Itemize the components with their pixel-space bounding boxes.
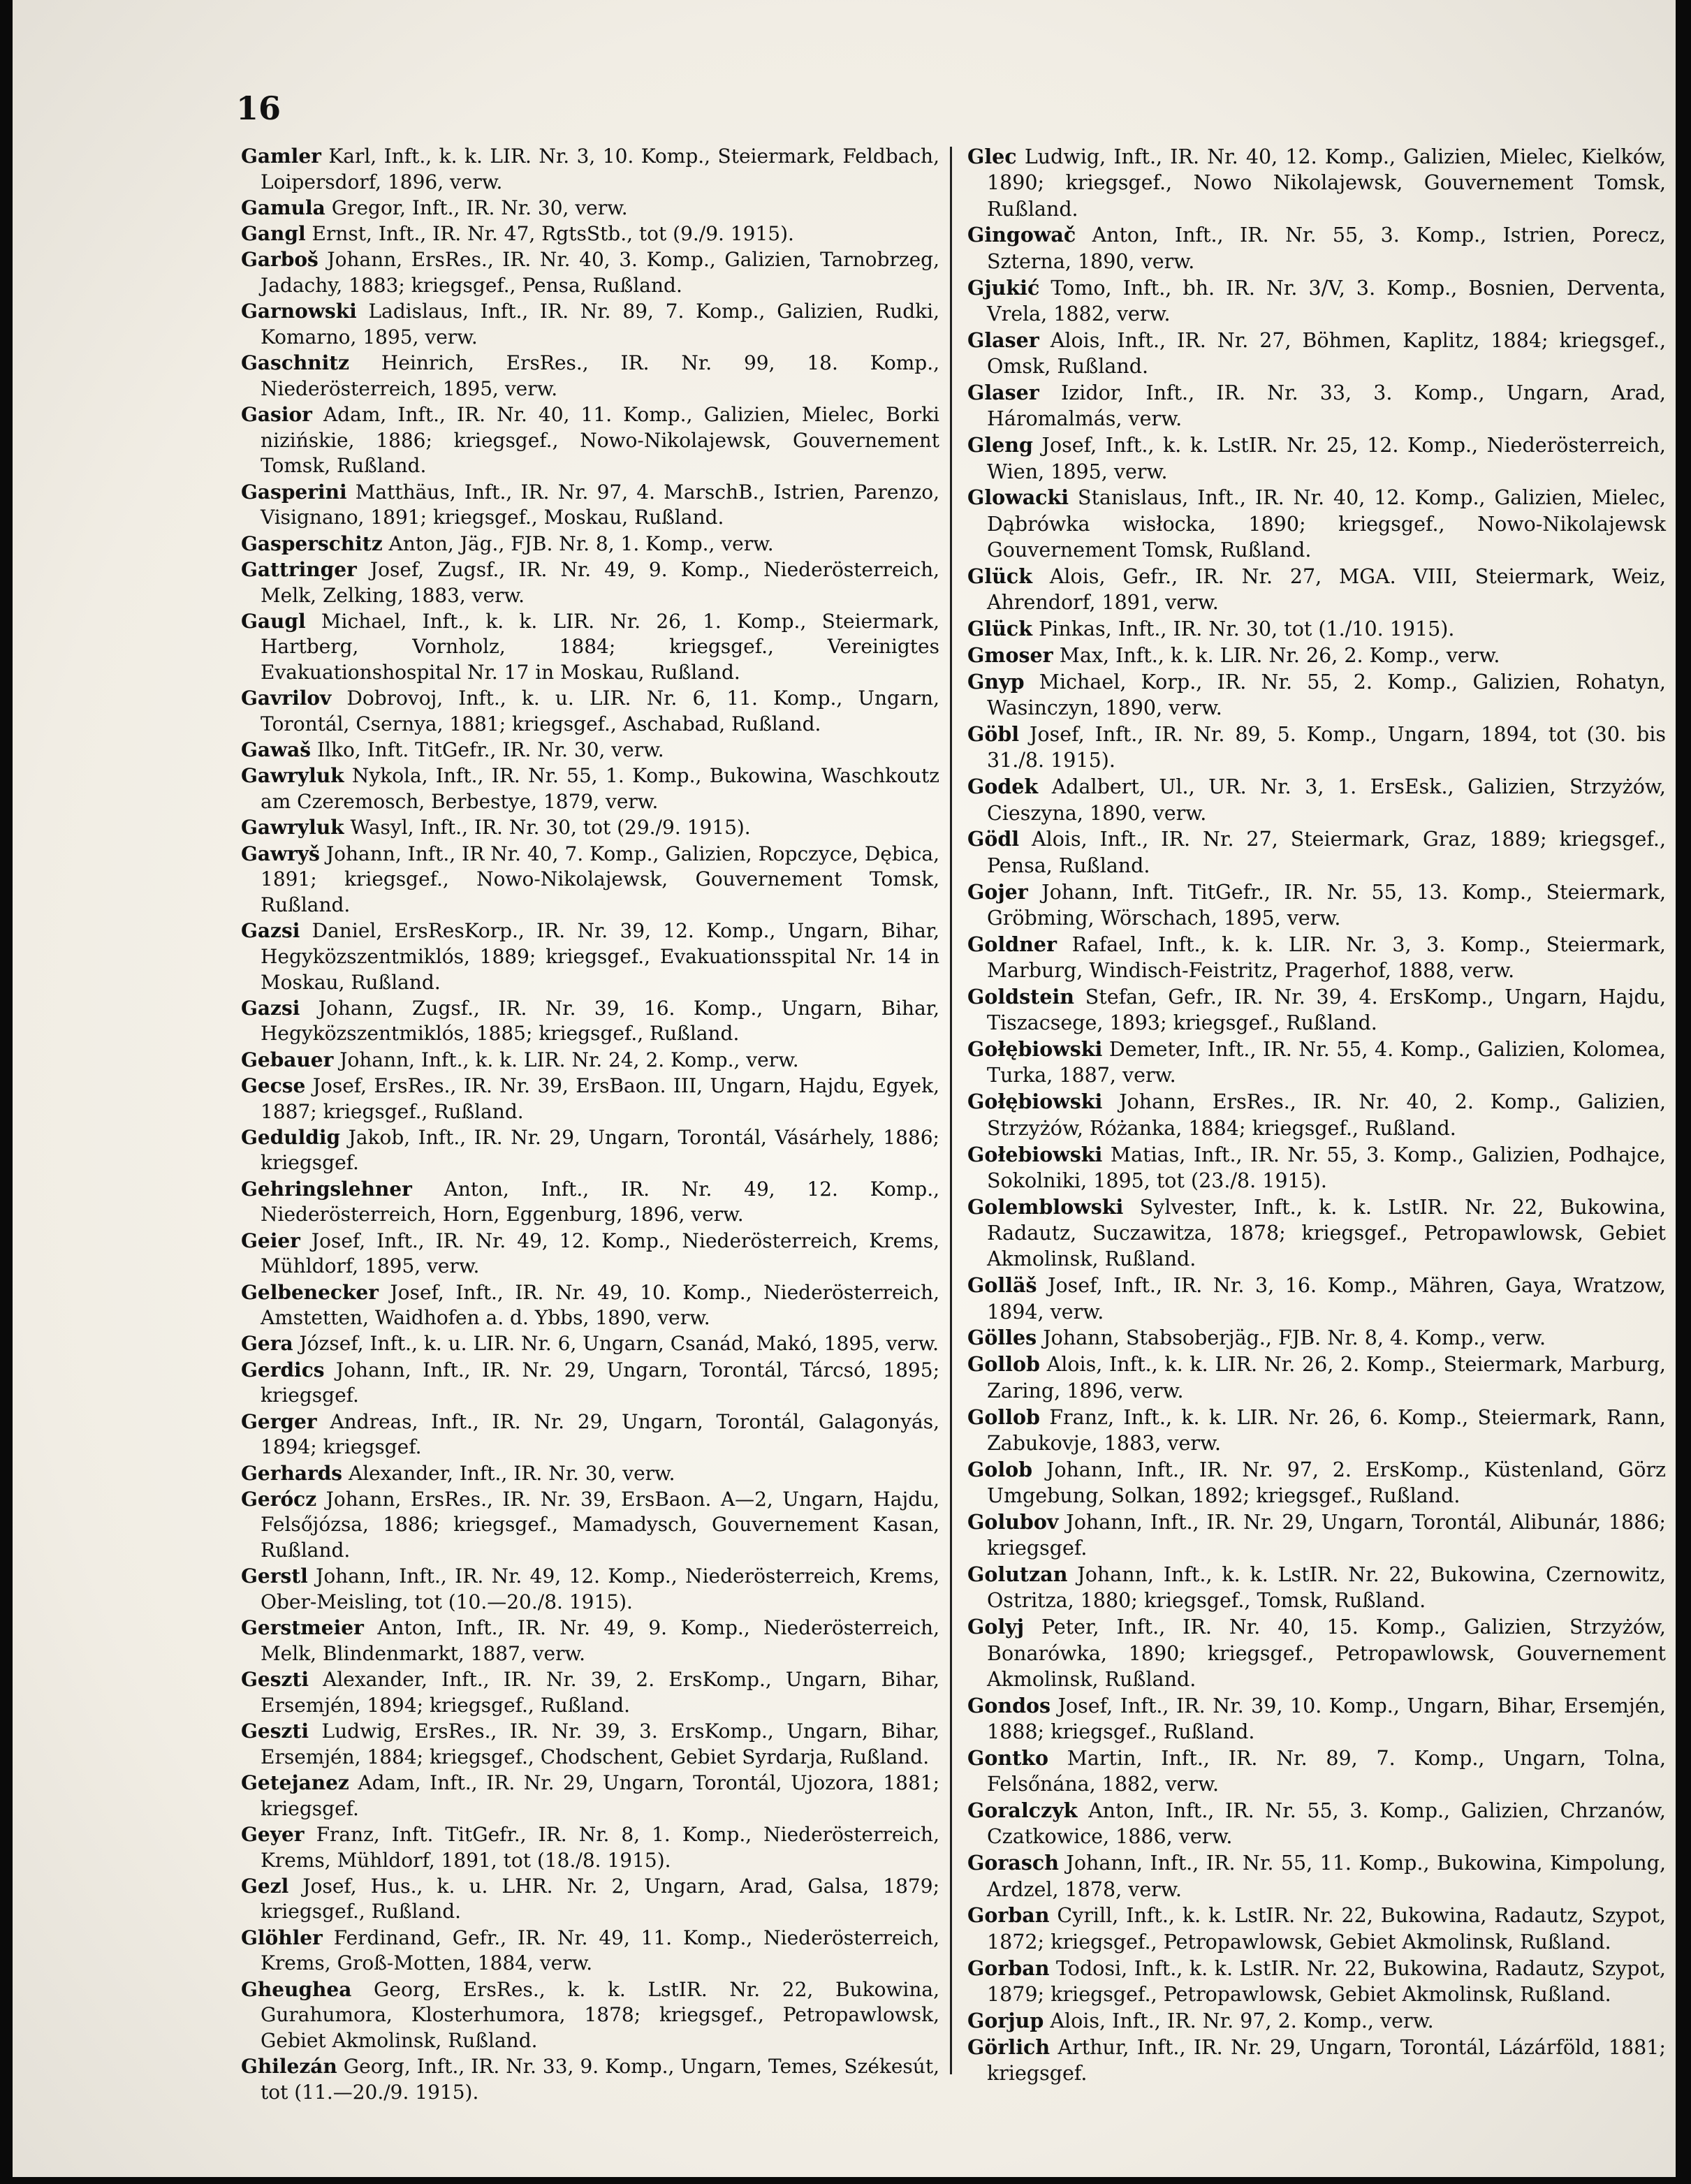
casualty-entry [967, 1194, 1666, 1273]
entry-details: Anton, Jäg., FJB. Nr. 8, 1. Komp., verw. [388, 532, 774, 555]
entry-surname: Gjukić [967, 275, 1040, 300]
entry-surname: Gattringer [241, 557, 357, 581]
casualty-entry [967, 774, 1666, 826]
entry-surname: Gollob [967, 1405, 1040, 1429]
casualty-entry [241, 1487, 939, 1564]
entry-details: Nykola, Inft., IR. Nr. 55, 1. Komp., Bukowina, Waschkoutz am Czeremosch, Berbestye, 1879, verw. [261, 764, 939, 814]
entry-surname: Geduldig [241, 1125, 341, 1149]
entry-details: Michael, Korp., IR. Nr. 55, 2. Komp., Galizien, Rohatyn, Wasinczyn, 1890, verw. [987, 670, 1666, 720]
casualty-entry [241, 480, 939, 531]
entry-surname: Görlich [967, 2035, 1051, 2059]
casualty-entry [967, 275, 1666, 328]
casualty-entry [967, 1850, 1666, 1903]
page-number: 16 [236, 89, 281, 127]
entry-details: Josef, Inft., IR. Nr. 89, 5. Komp., Ungarn, 1894, tot (30. bis 31./8. 1915). [987, 723, 1667, 772]
entry-details: Tomo, Inft., bh. IR. Nr. 3/V, 3. Komp., Bosnien, Derventa, Vrela, 1882, verw. [987, 276, 1666, 325]
entry-details: Alois, Inft., IR. Nr. 27, Steiermark, Graz, 1889; kriegsgef., Pensa, Rußland. [987, 828, 1666, 877]
casualty-entry [241, 842, 939, 918]
casualty-entry [967, 643, 1666, 668]
casualty-entry [967, 1325, 1666, 1351]
casualty-entry [241, 1409, 939, 1460]
entry-surname: Garboš [241, 248, 319, 272]
entry-details: Georg, Inft., IR. Nr. 33, 9. Komp., Ungarn, Temes, Székesút, tot (11.—20./9. 1915). [261, 2055, 939, 2104]
entry-details: Adam, Inft., IR. Nr. 40, 11. Komp., Galizien, Mielec, Borki nizińskie, 1886; kriegsgef., Nowo-Nikolajewsk, Gouvernement Tomsk, Rußland. [261, 403, 939, 478]
entry-surname: Gheughea [241, 1977, 352, 2001]
entry-surname: Gangl [241, 222, 306, 246]
entry-details: Karl, Inft., k. k. LIR. Nr. 3, 10. Komp., Steiermark, Feldbach, Loipersdorf, 1896, verw. [261, 145, 939, 193]
casualty-entry [967, 222, 1666, 274]
casualty-entry [241, 609, 939, 686]
casualty-entry [241, 686, 939, 737]
entry-details: Josef, Inft., IR. Nr. 3, 16. Komp., Mähren, Gaya, Wratzow, 1894, verw. [987, 1274, 1666, 1324]
entry-surname: Gamler [241, 145, 321, 168]
entry-details: Arthur, Inft., IR. Nr. 29, Ungarn, Torontál, Lázárföld, 1881; kriegsgef. [987, 2035, 1666, 2086]
casualty-entry [967, 1562, 1666, 1614]
entry-surname: Gebauer [241, 1048, 334, 1071]
entry-details: Rafael, Inft., k. k. LIR. Nr. 3, 3. Komp., Steiermark, Marburg, Windisch-Feistritz, Pragerhof, 1888, verw. [987, 932, 1666, 983]
casualty-entry [967, 432, 1666, 485]
entry-surname: Gaschnitz [241, 351, 350, 375]
entry-surname: Goldner [967, 932, 1057, 956]
entry-details: Daniel, ErsResKorp., IR. Nr. 39, 12. Komp., Ungarn, Bihar, Hegyközszentmiklós, 1889; kriegsgef., Evakuationsspital Nr. 14 in Moskau, Rußland. [261, 919, 940, 994]
entry-details: Ludwig, ErsRes., IR. Nr. 39, 3. ErsKomp., Ungarn, Bihar, Ersemjén, 1884; kriegsgef., Chodschent, Gebiet Syrdarja, Rußland. [261, 1720, 939, 1768]
casualty-entry [967, 984, 1666, 1036]
casualty-entry [241, 1229, 939, 1280]
entry-details: Ladislaus, Inft., IR. Nr. 89, 7. Komp., Galizien, Rudki, Komarno, 1895, verw. [261, 300, 939, 349]
casualty-entry [241, 1977, 939, 2054]
casualty-entry [241, 738, 939, 763]
entry-surname: Gasperini [241, 480, 347, 504]
entry-surname: Gerdics [241, 1358, 325, 1382]
entry-details: Anton, Inft., IR. Nr. 49, 9. Komp., Niederösterreich, Melk, Blindenmarkt, 1887, verw. [261, 1616, 939, 1665]
entry-details: Josef, Inft., IR. Nr. 49, 10. Komp., Niederösterreich, Amstetten, Waidhofen a. d. Ybbs, 1890, verw. [261, 1280, 940, 1330]
entry-details: Jakob, Inft., IR. Nr. 29, Ungarn, Torontál, Vásárhely, 1886; kriegsgef. [261, 1125, 939, 1175]
entry-surname: Gollob [967, 1352, 1040, 1377]
entry-details: Pinkas, Inft., IR. Nr. 30, tot (1./10. 1915). [1039, 617, 1455, 641]
entry-details: Johann, Inft., IR. Nr. 29, Ungarn, Torontál, Alibunár, 1886; kriegsgef. [987, 1510, 1666, 1560]
entry-surname: Glück [967, 564, 1032, 588]
entry-surname: Gorban [967, 1956, 1050, 1980]
entry-surname: Golutzan [967, 1562, 1068, 1587]
entry-details: Gregor, Inft., IR. Nr. 30, verw. [331, 196, 628, 219]
entry-surname: Gawryluk [241, 764, 344, 788]
entry-surname: Gödl [967, 827, 1020, 851]
entry-surname: Geyer [241, 1822, 305, 1846]
entry-surname: Geier [241, 1229, 300, 1252]
entry-surname: Gerstmeier [241, 1616, 364, 1640]
casualty-entry [241, 1048, 939, 1073]
entry-surname: Gölles [967, 1326, 1037, 1350]
entry-details: Johann, Inft., IR. Nr. 97, 2. ErsKomp., Küstenland, Görz Umgebung, Solkan, 1892; kriegsgef., Rußland. [987, 1458, 1666, 1507]
entry-surname: Gondos [967, 1693, 1051, 1717]
entry-surname: Gołębiowski [967, 1090, 1103, 1114]
entry-details: Johann, Inft., IR. Nr. 55, 11. Komp., Bukowina, Kimpolung, Ardzel, 1878, verw. [987, 1852, 1667, 1901]
entry-surname: Gelbenecker [241, 1280, 379, 1304]
left-column [241, 144, 939, 2106]
entry-surname: Gnyp [967, 669, 1025, 694]
casualty-entry [241, 402, 939, 479]
casualty-entry [241, 815, 939, 841]
casualty-entry [967, 1693, 1666, 1745]
casualty-entry [967, 328, 1666, 380]
entry-surname: Geszti [241, 1720, 309, 1743]
casualty-entry [967, 1614, 1666, 1692]
entry-surname: Glec [967, 145, 1017, 168]
casualty-entry [967, 1273, 1666, 1325]
casualty-entry [241, 247, 939, 298]
entry-details: Johann, Inft. TitGefr., IR. Nr. 55, 13. Komp., Steiermark, Gröbming, Wörschach, 1895, verw. [987, 880, 1666, 930]
entry-surname: Glöhler [241, 1926, 323, 1949]
entry-surname: Golob [967, 1457, 1033, 1481]
entry-details: Johann, ErsRes., IR. Nr. 40, 3. Komp., Galizien, Tarnobrzeg, Jadachy, 1883; kriegsgef., Pensa, Rußland. [261, 248, 939, 298]
entry-surname: Göbl [967, 722, 1020, 747]
entry-details: Michael, Inft., k. k. LIR. Nr. 26, 1. Komp., Steiermark, Hartberg, Vornholz, 1884; kriegsgef., Vereinigtes Evakuationshospital Nr. 17 in Moskau, Rußland. [261, 609, 940, 684]
casualty-entry [967, 1405, 1666, 1457]
casualty-entry [967, 721, 1666, 774]
entry-details: Sylvester, Inft., k. k. LstIR. Nr. 22, Bukowina, Radautz, Suczawitza, 1878; kriegsgef., Petropawlowsk, Gebiet Akmolinsk, Rußland. [987, 1195, 1667, 1271]
entry-details: Johann, Stabsoberjäg., FJB. Nr. 8, 4. Komp., verw. [1043, 1326, 1546, 1350]
casualty-entry [241, 1177, 939, 1228]
entry-details: Johann, Zugsf., IR. Nr. 39, 16. Komp., Ungarn, Bihar, Hegyközszentmiklós, 1885; kriegsgef., Rußland. [261, 996, 939, 1046]
entry-surname: Golemblowski [967, 1194, 1124, 1219]
casualty-entry [241, 351, 939, 402]
entry-surname: Ghilezán [241, 2055, 337, 2079]
right-column [967, 144, 1666, 2087]
entry-surname: Glück [967, 617, 1032, 641]
entry-surname: Gasperschitz [241, 532, 383, 555]
entry-surname: Gerger [241, 1409, 317, 1433]
entry-surname: Gorjup [967, 2008, 1044, 2032]
entry-details: Josef, Inft., IR. Nr. 49, 12. Komp., Niederösterreich, Krems, Mühldorf, 1895, verw. [261, 1229, 940, 1278]
casualty-entry [241, 1874, 939, 1925]
entry-details: Franz, Inft. TitGefr., IR. Nr. 8, 1. Komp., Niederösterreich, Krems, Mühldorf, 1891, tot (18./8. 1915). [261, 1822, 939, 1872]
casualty-entry [241, 532, 939, 557]
entry-details: Ferdinand, Gefr., IR. Nr. 49, 11. Komp., Niederösterreich, Krems, Groß-Motten, 1884, verw. [261, 1926, 939, 1975]
entry-surname: Glaser [967, 381, 1039, 405]
entry-details: Johann, ErsRes., IR. Nr. 39, ErsBaon. A—2, Ungarn, Hajdu, Felsőjózsa, 1886; kriegsgef., Mamadysch, Gouvernement Kasan, Rußland. [261, 1487, 939, 1562]
entry-details: Anton, Inft., IR. Nr. 55, 3. Komp., Galizien, Chrzanów, Czatkowice, 1886, verw. [987, 1799, 1666, 1849]
entry-surname: Gerhards [241, 1461, 343, 1485]
casualty-entry [967, 564, 1666, 616]
entry-details: Ernst, Inft., IR. Nr. 47, RgtsStb., tot (9./9. 1915). [312, 222, 794, 246]
scan-border-right [1676, 0, 1691, 2184]
entry-surname: Golyj [967, 1615, 1025, 1639]
casualty-entry [241, 1073, 939, 1124]
casualty-entry [967, 485, 1666, 563]
entry-surname: Gamula [241, 196, 325, 219]
entry-surname: Gera [241, 1332, 293, 1356]
entry-details: Johann, Inft., k. k. LstIR. Nr. 22, Bukowina, Czernowitz, Ostritza, 1880; kriegsgef., Tomsk, Rußland. [987, 1563, 1667, 1613]
entry-details: Franz, Inft., k. k. LIR. Nr. 26, 6. Komp., Steiermark, Rann, Zabukovje, 1883, verw. [987, 1405, 1666, 1455]
entry-details: Andreas, Inft., IR. Nr. 29, Ungarn, Torontál, Galagonyás, 1894; kriegsgef. [261, 1409, 939, 1459]
entry-surname: Gehringslehner [241, 1177, 412, 1201]
casualty-entry [967, 1142, 1666, 1194]
entry-surname: Gleng [967, 433, 1033, 457]
casualty-entry [241, 144, 939, 195]
casualty-entry [967, 616, 1666, 642]
casualty-entry [967, 1457, 1666, 1509]
entry-surname: Gavrilov [241, 687, 332, 710]
casualty-entry [241, 2054, 939, 2105]
casualty-entry [967, 1351, 1666, 1404]
entry-details: Adalbert, Ul., UR. Nr. 3, 1. ErsEsk., Galizien, Strzyżów, Cieszyna, 1890, verw. [987, 775, 1666, 825]
casualty-entry [967, 1903, 1666, 1955]
entry-details: Johann, Inft., IR. Nr. 29, Ungarn, Torontál, Tárcsó, 1895; kriegsgef. [261, 1358, 939, 1407]
casualty-entry [967, 1798, 1666, 1850]
casualty-entry [241, 196, 939, 221]
casualty-entry [241, 557, 939, 608]
entry-details: Matias, Inft., IR. Nr. 55, 3. Komp., Galizien, Podhajce, Sokolniki, 1895, tot (23./8. 1915). [987, 1143, 1667, 1192]
casualty-entry [241, 763, 939, 814]
entry-surname: Glaser [967, 328, 1039, 352]
casualty-entry [967, 1509, 1666, 1562]
entry-details: Anton, Inft., IR. Nr. 49, 12. Komp., Niederösterreich, Horn, Eggenburg, 1896, verw. [261, 1177, 939, 1226]
casualty-entry [967, 1745, 1666, 1798]
entry-details: Izidor, Inft., IR. Nr. 33, 3. Komp., Ungarn, Arad, Háromalmás, verw. [987, 381, 1666, 431]
entry-details: Johann, Inft., IR Nr. 40, 7. Komp., Galizien, Ropczyce, Dębica, 1891; kriegsgef., Nowo-Nikolajewsk, Gouvernement Tomsk, Rußland. [261, 842, 940, 916]
casualty-entry [241, 1615, 939, 1666]
casualty-entry [967, 2008, 1666, 2034]
entry-details: Alois, Gefr., IR. Nr. 27, MGA. VIII, Steiermark, Weiz, Ahrendorf, 1891, verw. [987, 564, 1666, 615]
entry-surname: Gołębiowski [967, 1037, 1103, 1062]
entry-surname: Gawaš [241, 738, 312, 762]
entry-details: Anton, Inft., IR. Nr. 55, 3. Komp., Istrien, Porecz, Szterna, 1890, verw. [987, 223, 1666, 273]
casualty-entry [241, 1667, 939, 1718]
entry-surname: Gorasch [967, 1851, 1059, 1875]
entry-surname: Getejanez [241, 1771, 349, 1794]
entry-details: Alexander, Inft., IR. Nr. 30, verw. [348, 1461, 675, 1485]
entry-surname: Gingowač [967, 223, 1076, 247]
entry-surname: Goldstein [967, 985, 1074, 1009]
entry-details: Cyrill, Inft., k. k. LstIR. Nr. 22, Bukowina, Radautz, Szypot, 1872; kriegsgef., Petropawlowsk, Gebiet Akmolinsk, Rußland. [987, 1904, 1667, 1954]
entry-details: Ludwig, Inft., IR. Nr. 40, 12. Komp., Galizien, Mielec, Kielków, 1890; kriegsgef., Nowo Nikolajewsk, Gouvernement Tomsk, Rußland. [987, 145, 1666, 221]
entry-details: Martin, Inft., IR. Nr. 89, 7. Komp., Ungarn, Tolna, Felsőnána, 1882, verw. [987, 1746, 1667, 1796]
entry-surname: Gojer [967, 879, 1028, 904]
casualty-entry [241, 1771, 939, 1822]
entry-details: Alexander, Inft., IR. Nr. 39, 2. ErsKomp., Ungarn, Bihar, Ersemjén, 1894; kriegsgef., Rußland. [261, 1668, 940, 1717]
entry-details: Max, Inft., k. k. LIR. Nr. 26, 2. Komp., verw. [1059, 643, 1500, 667]
entry-surname: Gerócz [241, 1487, 317, 1511]
casualty-entry [967, 826, 1666, 879]
casualty-entry [967, 1036, 1666, 1089]
entry-details: Alois, Inft., IR. Nr. 97, 2. Komp., verw. [1050, 2009, 1434, 2032]
entry-details: Peter, Inft., IR. Nr. 40, 15. Komp., Galizien, Strzyżów, Bonarówka, 1890; kriegsgef., Petropawlowsk, Gouvernement Akmolinsk, Rußland. [987, 1615, 1666, 1691]
entry-surname: Gawryluk [241, 816, 344, 840]
entry-surname: Gasior [241, 403, 312, 427]
casualty-entry [241, 918, 939, 995]
entry-details: Ilko, Inft. TitGefr., IR. Nr. 30, verw. [316, 738, 664, 762]
casualty-entry [241, 1564, 939, 1615]
casualty-entry [241, 1822, 939, 1873]
casualty-entry [967, 669, 1666, 721]
casualty-entry [241, 1926, 939, 1977]
casualty-entry [241, 1125, 939, 1176]
entry-details: Josef, ErsRes., IR. Nr. 39, ErsBaon. III, Ungarn, Hajdu, Egyek, 1887; kriegsgef., Rußland. [261, 1073, 939, 1123]
casualty-entry [967, 1956, 1666, 2008]
entry-surname: Goralczyk [967, 1798, 1078, 1823]
scan-border-left [0, 0, 13, 2184]
entry-surname: Gazsi [241, 919, 300, 943]
entry-details: Dobrovoj, Inft., k. u. LIR. Nr. 6, 11. Komp., Ungarn, Torontál, Csernya, 1881; kriegsgef., Aschabad, Rußland. [261, 687, 939, 735]
entry-details: Josef, Zugsf., IR. Nr. 49, 9. Komp., Niederösterreich, Melk, Zelking, 1883, verw. [261, 557, 939, 607]
casualty-entry [241, 221, 939, 247]
entry-surname: Geszti [241, 1668, 309, 1692]
entry-details: Josef, Inft., IR. Nr. 39, 10. Komp., Ungarn, Bihar, Ersemjén, 1888; kriegsgef., Rußland. [987, 1694, 1667, 1744]
entry-surname: Garnowski [241, 300, 357, 323]
entry-surname: Gołebiowski [967, 1142, 1103, 1166]
column-divider [950, 147, 952, 2074]
entry-surname: Godek [967, 775, 1039, 799]
entry-details: József, Inft., k. u. LIR. Nr. 6, Ungarn, Csanád, Makó, 1895, verw. [299, 1332, 939, 1356]
entry-details: Johann, Inft., k. k. LIR. Nr. 24, 2. Komp., verw. [339, 1048, 799, 1071]
casualty-entry [241, 1461, 939, 1487]
casualty-entry [967, 380, 1666, 432]
entry-details: Alois, Inft., IR. Nr. 27, Böhmen, Kaplitz, 1884; kriegsgef., Omsk, Rußland. [987, 328, 1667, 379]
scan-border-bottom [0, 2177, 1691, 2184]
entry-surname: Gontko [967, 1745, 1048, 1770]
entry-details: Stanislaus, Inft., IR. Nr. 40, 12. Komp., Galizien, Mielec, Dąbrówka wisłocka, 1890; kriegsgef., Nowo-Nikolajewsk Gouvernement Tomsk, Rußland. [987, 486, 1666, 562]
casualty-entry [241, 996, 939, 1047]
casualty-entry [967, 144, 1666, 222]
casualty-entry [241, 299, 939, 350]
casualty-entry [241, 1719, 939, 1770]
casualty-entry [967, 879, 1666, 932]
entry-surname: Gecse [241, 1073, 306, 1097]
casualty-entry [967, 2035, 1666, 2087]
casualty-entry [241, 1280, 939, 1331]
entry-details: Johann, ErsRes., IR. Nr. 40, 2. Komp., Galizien, Strzyżów, Różanka, 1884; kriegsgef., Rußland. [987, 1090, 1666, 1140]
entry-details: Alois, Inft., k. k. LIR. Nr. 26, 2. Komp., Steiermark, Marburg, Zaring, 1896, verw. [987, 1353, 1666, 1402]
entry-details: Johann, Inft., IR. Nr. 49, 12. Komp., Niederösterreich, Krems, Ober-Meisling, tot (10.—20./8. 1915). [261, 1564, 939, 1613]
entry-details: Josef, Inft., k. k. LstIR. Nr. 25, 12. Komp., Niederösterreich, Wien, 1895, verw. [987, 434, 1666, 483]
entry-details: Matthäus, Inft., IR. Nr. 97, 4. MarschB., Istrien, Parenzo, Visignano, 1891; kriegsgef., Moskau, Rußland. [261, 480, 939, 529]
entry-surname: Gmoser [967, 643, 1053, 667]
entry-surname: Golläš [967, 1273, 1037, 1298]
entry-surname: Gazsi [241, 996, 300, 1020]
entry-surname: Gawryš [241, 842, 320, 865]
entry-surname: Glowacki [967, 485, 1069, 510]
entry-surname: Gezl [241, 1874, 289, 1898]
entry-surname: Gorban [967, 1903, 1050, 1928]
casualty-entry [967, 932, 1666, 984]
casualty-entry [241, 1331, 939, 1357]
entry-details: Georg, ErsRes., k. k. LstIR. Nr. 22, Bukowina, Gurahumora, Klosterhumora, 1878; kriegsgef., Petropawlowsk, Gebiet Akmolinsk, Rußland. [261, 1977, 939, 2052]
entry-details: Josef, Hus., k. u. LHR. Nr. 2, Ungarn, Arad, Galsa, 1879; kriegsgef., Rußland. [261, 1874, 939, 1923]
entry-details: Adam, Inft., IR. Nr. 29, Ungarn, Torontál, Ujozora, 1881; kriegsgef. [261, 1771, 940, 1820]
entry-surname: Gerstl [241, 1564, 308, 1588]
entry-surname: Gaugl [241, 609, 306, 633]
entry-details: Stefan, Gefr., IR. Nr. 39, 4. ErsKomp., Ungarn, Hajdu, Tiszacsege, 1893; kriegsgef., Rußland. [987, 985, 1667, 1035]
entry-details: Heinrich, ErsRes., IR. Nr. 99, 18. Komp., Niederösterreich, 1895, verw. [261, 351, 939, 400]
entry-details: Todosi, Inft., k. k. LstIR. Nr. 22, Bukowina, Radautz, Szypot, 1879; kriegsgef., Petropawlowsk, Gebiet Akmolinsk, Rußland. [987, 1956, 1666, 2006]
entry-details: Demeter, Inft., IR. Nr. 55, 4. Komp., Galizien, Kolomea, Turka, 1887, verw. [987, 1038, 1667, 1087]
casualty-entry [967, 1089, 1666, 1141]
casualty-entry [241, 1358, 939, 1409]
entry-surname: Golubov [967, 1509, 1059, 1534]
entry-details: Wasyl, Inft., IR. Nr. 30, tot (29./9. 1915). [350, 816, 751, 840]
